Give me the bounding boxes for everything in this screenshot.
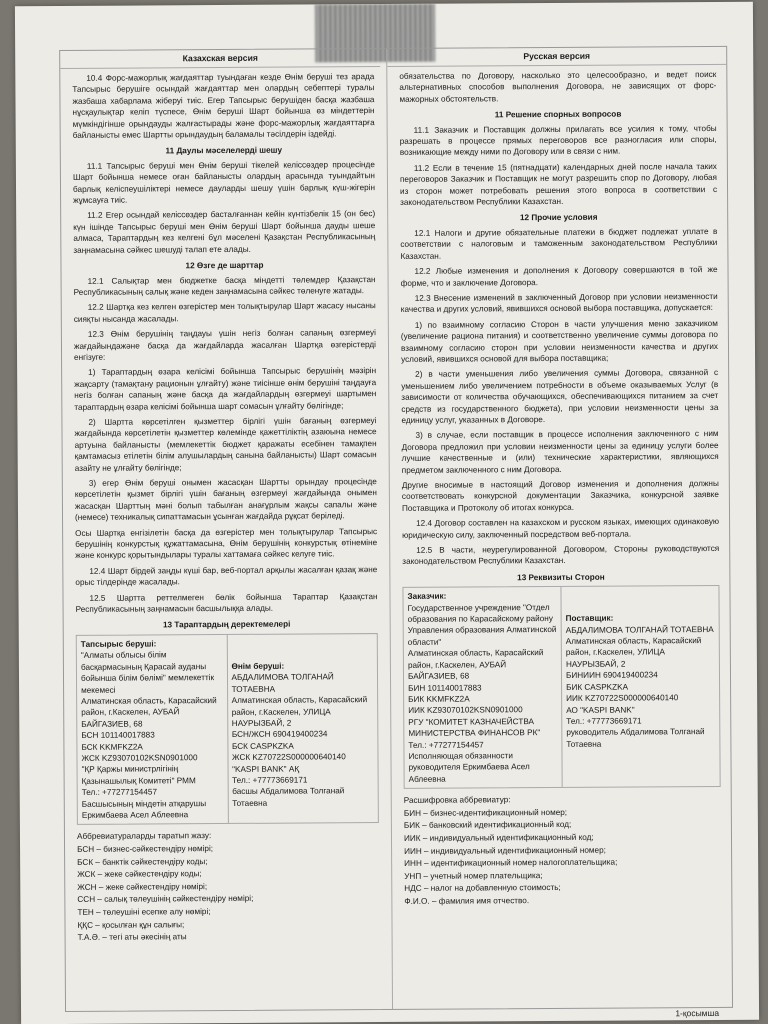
contract-page bbox=[15, 2, 759, 1024]
req-line: БИН 101140017883 bbox=[408, 682, 482, 693]
customer-requisites-kz bbox=[77, 635, 228, 824]
req-line: Алматинская область, Карасайский район, г.Каскелен, АУБАЙ БАЙГАЗИЕВ, 68 bbox=[81, 695, 217, 729]
req-line: БИК CASPKZKA bbox=[566, 682, 629, 692]
abbr-line: БСН – бизнес-сәйкестендіру нөмірі; bbox=[77, 844, 214, 854]
supplier-requisites-kz bbox=[226, 634, 378, 823]
req-line: БСК KKMFKZ2A bbox=[81, 742, 143, 752]
req-line: Государственное учреждение "Отдел образования по Карасайскому району Управления образования Алматинской области" bbox=[407, 602, 557, 647]
section-12-heading-ru: 12 Прочие условия bbox=[519, 213, 598, 223]
clause-12-3-2-ru: 2) в части уменьшения либо увеличения суммы Договора, связанной с уменьшением либо увеличением потребности в объеме оказываемых Услуг (в зависимости от количества обучающихся, обеспечивающихся питанием за счет средств из государственного бюджета), при условии неизменности цены за единицу услуг, указанных в Договоре. bbox=[401, 368, 719, 425]
req-line: Тел.: +77277154457 bbox=[81, 787, 158, 798]
req-line: БСН 101140017883 bbox=[81, 730, 155, 740]
abbr-line: ИИН – индивидуальный идентификационный номер; bbox=[404, 845, 606, 856]
req-line: Исполняющая обязанности руководителя Еркимбаева Асел Аблеевна bbox=[408, 751, 530, 784]
req-line: Алматинская область, Карасайский район, г.Каскелен, УЛИЦА НАУРЫЗБАЙ, 2 bbox=[231, 695, 368, 728]
req-line: БИК KKMFKZ2A bbox=[408, 694, 470, 704]
req-line: "ҚР Қаржы министрлігінің Қазынашылық Комитеті" РММ bbox=[81, 764, 196, 786]
req-line: Өнім беруші: bbox=[231, 661, 285, 671]
req-line: АБДАЛИМОВА ТОЛГАНАЙ ТОТАЕВНА bbox=[231, 672, 334, 694]
clause-12-5-ru: 12.5 В части, неурегулированной Договором, Стороны руководствуются законодательством Республики Казахстан. bbox=[402, 544, 720, 567]
req-line: Заказчик: bbox=[407, 591, 447, 602]
abbr-line: НДС – налог на добавленную стоимость; bbox=[404, 883, 561, 894]
clause-12-4-ru: 12.4 Договор составлен на казахском и русском языках, имеющих одинаковую юридическую силу, заключенный посредством веб-портала. bbox=[402, 517, 720, 540]
abbr-line: БСК – банктік сәйкестендіру коды; bbox=[77, 856, 208, 867]
req-line: АО "KASPI BANK" bbox=[566, 704, 635, 715]
req-line: АБДАЛИМОВА ТОЛГАНАЙ ТОТАЕВНА bbox=[565, 624, 714, 635]
abbr-line: Аббревиатураларды таратып жазу: bbox=[76, 831, 212, 842]
requisites-table-ru bbox=[402, 585, 720, 789]
clause-12-3-2-kz: 2) Шартта көрсетілген қызметтер бірлігі үшін бағаның өзгермеуі жағдайында көрсетілетін қызметтер көлемінде қажеттіліктің азаюына немесе артуына байланысты (мемлекеттік бюджет қаражаты есебінен тамақпен қамтамасыз етілетін білім алушылардың санына байланысты) Шарт сомасын азайту не ұлғайту бөлігінде; bbox=[74, 416, 377, 473]
req-line: Поставщик: bbox=[565, 613, 614, 624]
abbr-line: БИН – бизнес-идентификационный номер; bbox=[403, 807, 568, 818]
req-line: ЖСК KZ70722S000000640140 bbox=[231, 752, 346, 763]
req-line: БСК CASPKZKA bbox=[231, 741, 294, 751]
section-11-heading-ru: 11 Решение спорных вопросов bbox=[494, 109, 622, 120]
req-line: Тел.: +77773669171 bbox=[566, 716, 642, 726]
req-line: БИНИИН 690419400234 bbox=[565, 670, 658, 681]
abbr-line: Т.А.Ә. – тегі аты әкесінің аты bbox=[77, 932, 187, 943]
section-11-heading-kz: 11 Даулы мәселелерді шешу bbox=[165, 146, 283, 156]
clause-12-3-ru: 12.3 Внесение изменений в заключенный Договор при условии неизменности качества и других условий, явившихся основой выбора поставщика, допускается: bbox=[400, 291, 718, 315]
customer-requisites-ru bbox=[403, 587, 561, 788]
clause-11-1-kz: 11.1 Тапсырыс беруші мен Өнім беруші тікелей келіссөздер процесінде Шарт бойынша немесе оған байланысты олардың арасында туындайтын барлық келіспеушіліктері немесе дауларды шешу үшін барлық күш-жігерін жұмсауға тиіс. bbox=[72, 159, 376, 205]
abbr-line: Ф.И.О. – фамилия имя отчество. bbox=[404, 896, 530, 906]
abbreviations-kz bbox=[77, 829, 380, 944]
page-label: 1-қосымша bbox=[675, 1007, 720, 1019]
clause-12-5-kz: 12.5 Шартта реттелмеген бөлік бойынша Тараптар Қазақстан Республикасының заңнамасын басшылыққа алады. bbox=[75, 591, 378, 614]
clause-11-1-ru: 11.1 Заказчик и Поставщик должны прилагать все усилия к тому, чтобы разрешать в процессе прямых переговоров все разногласия или споры, возникающие между ними по Договору или в связи с ним. bbox=[399, 123, 717, 158]
clause-12-1-kz: 12.1 Салықтар мен бюджетке басқа міндетті төлемдер Қазақстан Республикасының салық және кеден заңнамасына сәйкес төленуге жатады. bbox=[73, 274, 376, 297]
req-line: "Алматы облысы білім басқармасының Қарасай ауданы бойынша білім бөлімі" мемлекеттік мекемесі bbox=[80, 650, 215, 695]
clause-12-3-3-ru: 3) в случае, если поставщик в процессе исполнения заключенного с ним Договора предложил при условии неизменности цены за единицу услуги более лучшие качественные и (или) технические характеристики, являющихся предметом заключенного с ним Договора. bbox=[401, 429, 719, 475]
abbr-line: УНП – учетный номер плательщика; bbox=[404, 870, 543, 881]
req-line: Басшысының міндетін атқарушы Еркимбаева Асел Аблеевна bbox=[81, 798, 207, 820]
supplier-requisites-ru bbox=[560, 586, 719, 787]
clause-12-3-tail-kz: Осы Шартқа енгізілетін басқа да өзгерістер мен толықтырулар Тапсырыс берушінің конкурстық құжаттамасына, Өнім берушінің конкурстық өтінеміне және конкурс қорытындылары туралы хаттамаға сәйкес келуге тиіс. bbox=[75, 526, 378, 561]
russian-column bbox=[387, 47, 732, 1009]
clause-12-3-kz: 12.3 Өнім берушінің таңдауы үшін негіз болған сапаның өзгермеуі жағдайындажәне басқа да жағдайларда жасалған Шартқа өзгерістерді енгізуге: bbox=[73, 328, 376, 362]
abbr-line: ЖСК – жеке сәйкестендіру коды; bbox=[77, 869, 202, 880]
req-line: ЖСК KZ93070102KSN0901000 bbox=[81, 753, 198, 763]
clause-10-4-kz: 10.4 Форс-мажорлық жағдаяттар туындаған кезде Өнім беруші тез арада Тапсырыс берушіге осындай жағдаяттар мен олардың себептері туралы жазбаша хабарлама жіберуі тиіс. Егер Тапсырыс берушіден басқа жазбаша нұсқаулықтар келіп түспесе, Өнім беруші Шарт бойынша өз міндеттерін мүмкіндігінше орындауды жалғастырады және форс-мажорлық жағдаяттарға байланысты емес Шартты орындаудың баламалы тәсілдерін іздейді. bbox=[72, 72, 375, 140]
req-line: РГУ "КОМИТЕТ КАЗНАЧЕЙСТВА МИНИСТЕРСТВА ФИНАНСОВ РК" bbox=[408, 716, 541, 738]
clause-12-2-kz: 12.2 Шартқа кез келген өзгерістер мен толықтырулар Шарт жасасу нысаны сияқты нысанда жасалады. bbox=[73, 301, 376, 324]
req-line: Тапсырыс беруші: bbox=[80, 639, 157, 649]
clause-12-3-tail-ru: Другие вносимые в настоящий Договор изменения и дополнения должны соответствовать конкурсной документации Заказчика, конкурсной заявке Поставщика и Протоколу об итогах конкурса. bbox=[401, 478, 719, 513]
clause-12-3-1-kz: 1) Тараптардың өзара келісімі бойынша Тапсырыс берушінің мәзірін жақсарту (тамақтану рационын ұлғайту) және тиісінше өнім берушіні таңдауға негіз болған сапаның және басқа да жағдайлардың өзгермеуі шартымен тараптардың өзара келісімі бойынша шарт сомасын ұлғайту бөлігінде; bbox=[74, 366, 377, 412]
abbr-line: ЖСН – жеке сәйкестендіру нөмірі; bbox=[77, 881, 208, 892]
clause-12-2-ru: 12.2 Любые изменения и дополнения к Договору совершаются в той же форме, что и заключение Договора. bbox=[400, 265, 718, 288]
clause-12-3-3-kz: 3) егер Өнім беруші онымен жасасқан Шартты орындау процесінде көрсетілетін қызмет бірлігі үшін бағаның өзгермеуі жағдайында онымен жасасқан Шарттың мәні болып табылған анағұрлым жақсы сапалы және (немесе) техникалық сипаттамасын ұсынған жағдайда рұқсат беріледі. bbox=[74, 477, 377, 523]
req-line: БСН/ЖСН 690419400234 bbox=[231, 729, 328, 740]
abbr-line: ТЕН – төлеушіні есепке алу нөмірі; bbox=[77, 907, 211, 917]
clause-11-2-kz: 11.2 Егер осындай келіссөздер басталғаннан кейін күнтізбелік 15 (он бес) күн ішінде Тапсырыс беруші мен Өнім беруші Шарт бойынша дауды шеше алмаса, Тараптардың кез келгені бұл мәселені Қазақстан Республикасының заңнамасына сәйкес шешуді талап ете алады. bbox=[73, 209, 376, 255]
russian-version-title: Русская версия bbox=[387, 47, 726, 67]
abbr-line: ССН – салық төлеушінің сәйкестендіру нөмірі; bbox=[77, 894, 254, 905]
bilingual-table bbox=[59, 46, 733, 1012]
kazakh-version-title: Казахская версия bbox=[60, 49, 380, 69]
kazakh-column bbox=[60, 49, 386, 1011]
clause-11-2-ru: 11.2 Если в течение 15 (пятнадцати) календарных дней после начала таких переговоров Заказчик и Поставщик не могут разрешить спор по Договору, любая из сторон может потребовать решения этого вопроса в соответствии с законодательством Республики Казахстан. bbox=[399, 161, 718, 207]
abbr-line: Расшифровка аббревиатур: bbox=[403, 795, 511, 806]
clause-10-4-cont-ru: обязательства по Договору, насколько это целесообразно, и ведет поиск альтернативных способов выполнения Договора, не зависящих от форс-мажорных обстоятельств. bbox=[399, 69, 717, 104]
section-13-heading-ru: 13 Реквизиты Сторон bbox=[517, 572, 605, 583]
requisites-table-kz bbox=[76, 633, 379, 825]
req-line: Тел.: +77773669171 bbox=[232, 775, 308, 785]
section-12-heading-kz: 12 Өзге де шарттар bbox=[185, 260, 264, 271]
abbr-line: БИК – банковский идентификационный код; bbox=[403, 820, 572, 831]
req-line: басшы Абдалимова Толганай Тотаевна bbox=[232, 786, 345, 808]
clause-12-3-1-ru: 1) по взаимному согласию Сторон в части улучшения меню заказчиком (увеличение рациона питания) и соответственно увеличение суммы договора по взаимному согласию сторон при условии неизменности качества и других условий, явившихся основой для выбора поставщика; bbox=[400, 318, 719, 364]
req-line: руководитель Абдалимова Толганай Тотаевна bbox=[566, 727, 705, 749]
req-line: "KASPI BANK" АҚ bbox=[232, 764, 300, 774]
abbr-line: ИИК – индивидуальный идентификационный код; bbox=[403, 832, 594, 843]
req-line: ИИК KZ93070102KSN0901000 bbox=[408, 705, 523, 716]
abbr-line: ИНН – идентификационный номер налогоплательщика; bbox=[404, 857, 618, 869]
req-line: Тел.: +77277154457 bbox=[408, 739, 484, 750]
section-13-heading-kz: 13 Тараптардың деректемелері bbox=[162, 620, 291, 630]
clause-12-1-ru: 12.1 Налоги и другие обязательные платежи в бюджет подлежат уплате в соответствии с налоговым и таможенным законодательством Республики Казахстан. bbox=[400, 226, 718, 261]
req-line: Алматинская область, Карасайский район, г.Каскелен, УЛИЦА НАУРЫЗБАЙ, 2 bbox=[565, 636, 702, 669]
abbreviations-ru bbox=[404, 793, 722, 908]
req-line: Алматинская область, Карасайский район, г.Каскелен, АУБАЙ БАЙГАЗИЕВ, 68 bbox=[407, 648, 544, 681]
abbr-line: ҚҚС – қосылған құн салығы; bbox=[77, 919, 185, 930]
req-line: ИИК KZ70722S000000640140 bbox=[566, 693, 679, 704]
clause-12-4-kz: 12.4 Шарт бірдей заңды күші бар, веб-портал арқылы жасалған қазақ және орыс тілдерінде жасалады. bbox=[75, 564, 378, 588]
